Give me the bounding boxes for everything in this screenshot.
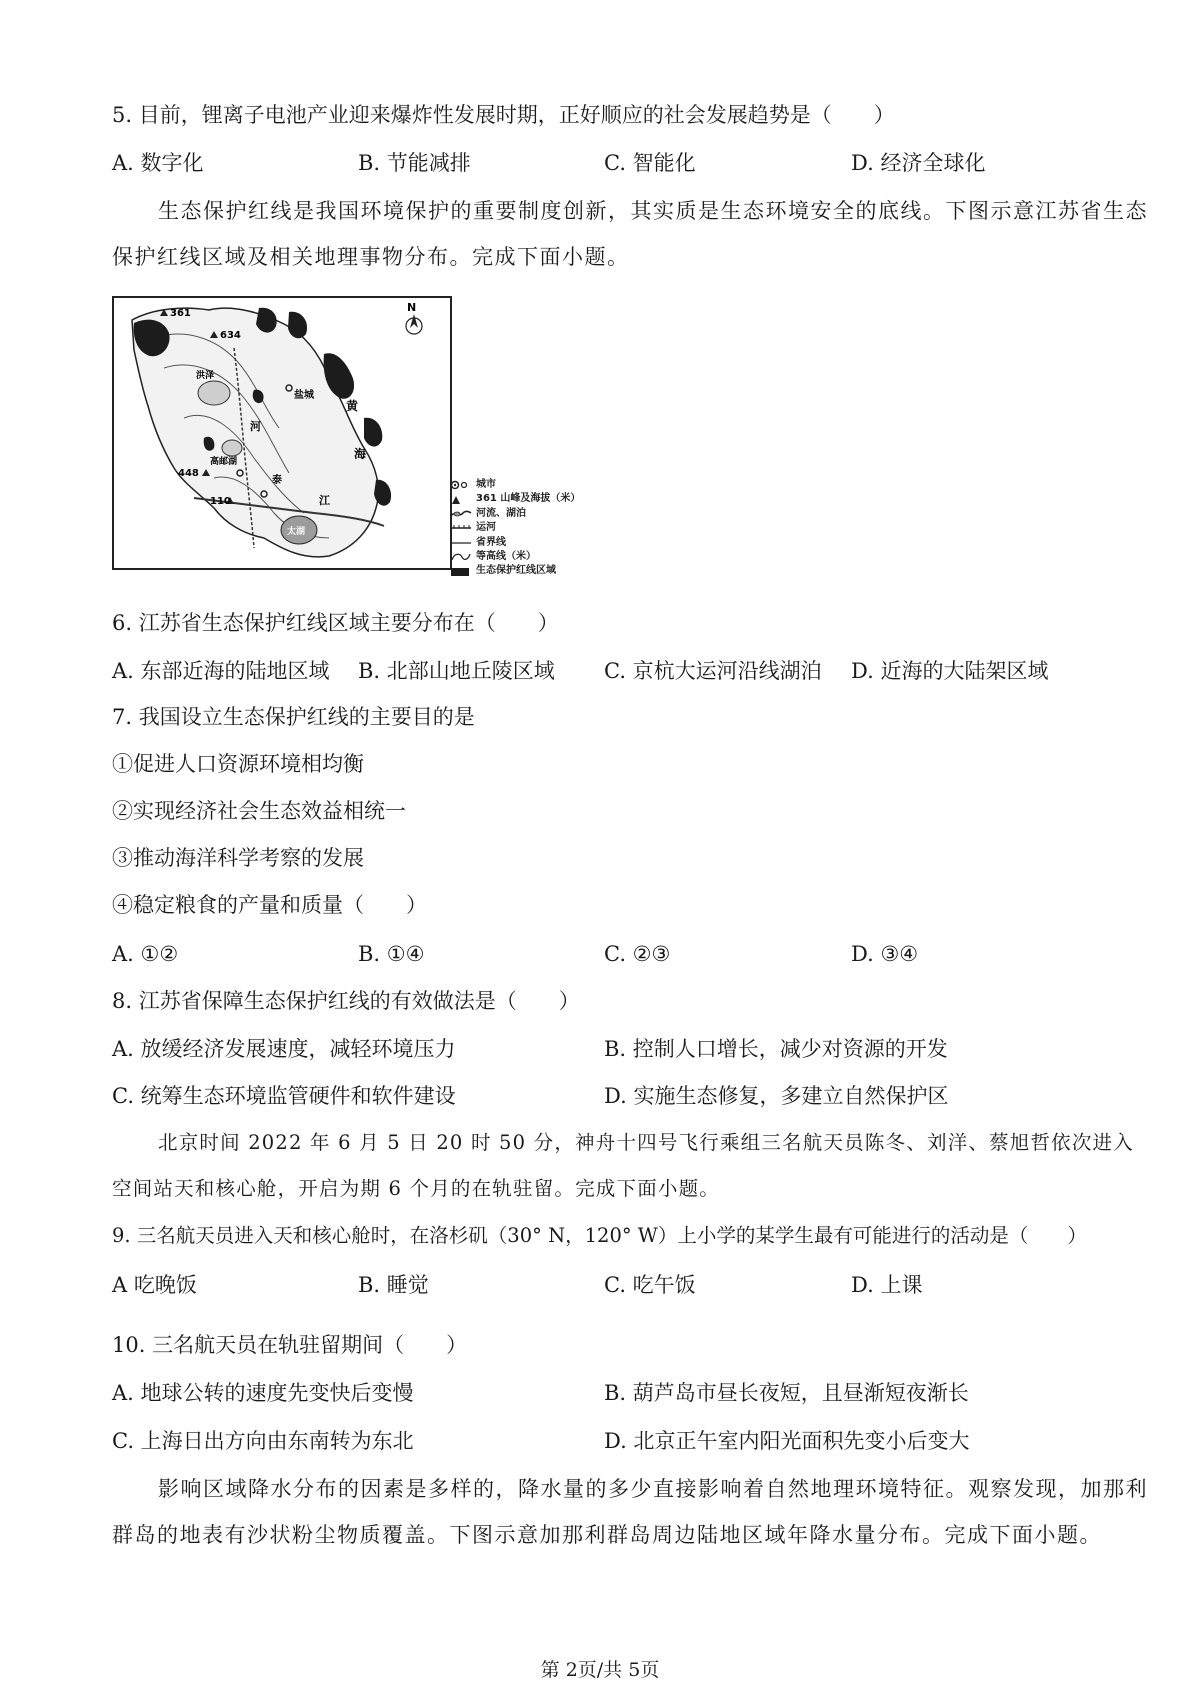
legend-item-peak [450, 492, 580, 506]
intro2-line2: 空间站天和核心舱，开启为期 6 个月的在轨驻留。完成下面小题。 [112, 1177, 721, 1200]
q7-option-a: A. ①② [112, 942, 179, 966]
q7-option-b: B. ①④ [358, 942, 425, 966]
legend-item-city [450, 478, 580, 492]
protection-zone-icon [450, 566, 472, 578]
map-drawing [114, 298, 450, 568]
peak-label: 110 [210, 496, 231, 507]
q9-option-d: D. 上课 [851, 1273, 923, 1297]
canal-label: 河 [250, 420, 261, 433]
lake [222, 440, 242, 456]
q5-option-a: A. 数字化 [112, 151, 204, 175]
q5-option-b: B. 节能减排 [358, 151, 471, 175]
river-label: 江 [319, 494, 330, 507]
q6-option-c: C. 京杭大运河沿线湖泊 [604, 659, 822, 683]
page-number: 第 2页/共 5页 [540, 1659, 660, 1681]
q8-option-a: A. 放缓经济发展速度，减轻环境压力 [112, 1037, 456, 1061]
q7-option-c: C. ②③ [604, 942, 671, 966]
north-label: N [407, 301, 417, 314]
peak-label: 361 [170, 308, 191, 319]
legend-label: 生态保护红线区域 [476, 565, 556, 577]
contour-icon [450, 551, 472, 563]
protection-zone [288, 312, 307, 338]
q6-option-a: A. 东部近海的陆地区域 [112, 659, 330, 683]
q6-stem: 6. 江苏省生态保护红线区域主要分布在（ ） [112, 611, 559, 635]
q9-option-b: B. 睡觉 [358, 1273, 429, 1297]
intro1-line2: 保护红线区域及相关地理事物分布。完成下面小题。 [112, 245, 630, 269]
q8-stem: 8. 江苏省保障生态保护红线的有效做法是（ ） [112, 989, 580, 1013]
q5-option-d: D. 经济全球化 [851, 151, 986, 175]
border-line-icon [450, 537, 472, 549]
q9-stem: 9. 三名航天员进入天和核心舱时，在洛杉矶（30° N，120° W）上小学的某学生最有可能进行的活动是（ ） [112, 1224, 1087, 1247]
legend-item-canal [450, 521, 580, 535]
q7-option-d: D. ③④ [851, 942, 919, 966]
q5-option-c: C. 智能化 [604, 151, 696, 175]
protection-zone [256, 308, 277, 333]
map-legend [450, 478, 580, 579]
legend-item-zone [450, 564, 580, 578]
legend-label: 361 山峰及海拔（米） [476, 493, 581, 505]
q10-option-a: A. 地球公转的速度先变快后变慢 [112, 1381, 414, 1405]
intro3-line2: 群岛的地表有沙状粉尘物质覆盖。下图示意加那利群岛周边陆地区域年降水量分布。完成下面小题。 [112, 1523, 1102, 1547]
legend-label: 河流、湖泊 [476, 507, 526, 519]
q7-stem: 7. 我国设立生态保护红线的主要目的是 [112, 705, 475, 729]
city-label: 盐城 [294, 390, 314, 401]
q7-item-3: ③推动海洋科学考察的发展 [112, 846, 364, 870]
q8-option-b: B. 控制人口增长，减少对资源的开发 [604, 1037, 948, 1061]
q6-option-b: B. 北部山地丘陵区域 [358, 659, 555, 683]
city-label: 泰 [272, 475, 282, 486]
lake [198, 381, 230, 405]
legend-item-contour [450, 550, 580, 564]
legend-label: 省界线 [476, 536, 506, 548]
q7-item-1: ①促进人口资源环境相均衡 [112, 752, 364, 776]
legend-label: 运河 [476, 522, 496, 534]
peak-icon [450, 494, 472, 506]
peak-label: 634 [220, 330, 241, 341]
intro2-line1: 北京时间 2022 年 6 月 5 日 20 时 50 分，神舟十四号飞行乘组三名航天员陈冬、刘洋、蔡旭哲依次进入 [158, 1131, 1134, 1154]
sea-label: 海 [354, 447, 367, 461]
city-icon [450, 479, 472, 491]
north-arrow-icon [406, 314, 422, 334]
legend-item-border [450, 536, 580, 550]
peak-label: 448 [178, 468, 199, 479]
river-icon [450, 508, 472, 520]
q10-option-c: C. 上海日出方向由东南转为东北 [112, 1429, 414, 1453]
legend-item-river [450, 507, 580, 521]
lake-label: 高邮湖 [210, 457, 238, 467]
jiangsu-map [112, 296, 452, 570]
q8-option-d: D. 实施生态修复，多建立自然保护区 [604, 1084, 949, 1108]
intro3-line1: 影响区域降水分布的因素是多样的，降水量的多少直接影响着自然地理环境特征。观察发现，加那利 [158, 1477, 1148, 1501]
lake-label: 太湖 [287, 527, 306, 537]
protection-zone [364, 418, 382, 447]
legend-label: 等高线（米） [476, 550, 536, 562]
q7-item-2: ②实现经济社会生态效益相统一 [112, 799, 406, 823]
lake-label: 洪泽 [196, 371, 215, 381]
q9-option-c: C. 吃午饭 [604, 1273, 696, 1297]
q6-option-d: D. 近海的大陆架区域 [851, 659, 1049, 683]
legend-label: 城市 [476, 479, 496, 490]
intro1-line1: 生态保护红线是我国环境保护的重要制度创新，其实质是生态环境安全的底线。下图示意江苏省生态 [158, 199, 1148, 223]
q8-option-c: C. 统筹生态环境监管硬件和软件建设 [112, 1084, 456, 1108]
q10-option-d: D. 北京正午室内阳光面积先变小后变大 [604, 1429, 970, 1453]
sea-label: 黄 [346, 399, 359, 413]
canal-icon [450, 522, 472, 534]
q9-option-a: A 吃晚饭 [112, 1273, 197, 1297]
q10-stem: 10. 三名航天员在轨驻留期间（ ） [112, 1333, 468, 1357]
q5-stem: 5. 目前，锂离子电池产业迎来爆炸性发展时期，正好顺应的社会发展趋势是（ ） [112, 103, 895, 127]
q10-option-b: B. 葫芦岛市昼长夜短，且昼渐短夜渐长 [604, 1381, 969, 1405]
q7-item-4: ④稳定粮食的产量和质量（ ） [112, 893, 427, 917]
